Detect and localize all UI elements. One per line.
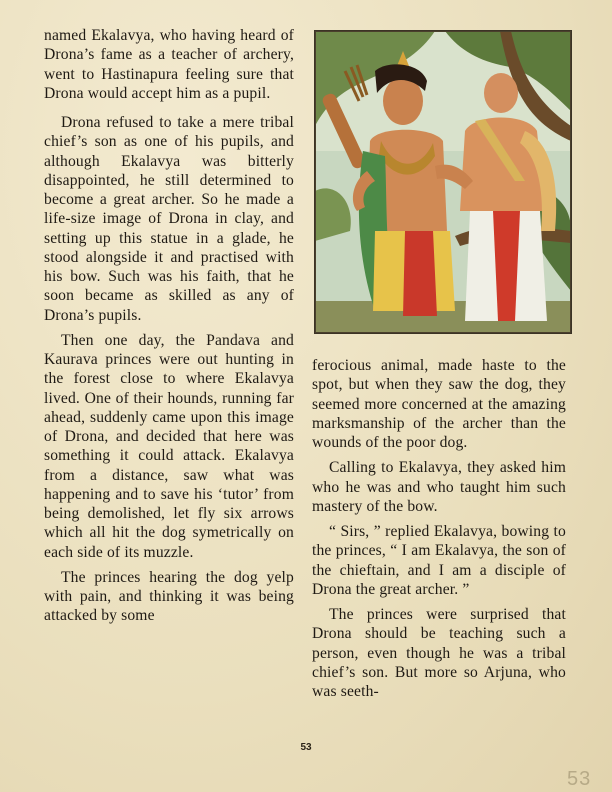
paragraph: Drona refused to take a mere tribal chief’s son as one of his pupils, and although Ekalavya was bitterly disappointed, he still determined to become a great archer. So he made a life-size image of Drona in clay, and setting up this statue in a glade, he stood alongside it and practised with his bow. Such was his faith, that he soon became as skilled as any of Drona’s pupils.: [44, 114, 294, 324]
paragraph: The princes were surprised that Drona should be teaching such a person, even though he was a tribal chief’s son. But more so Arjuna, who was seeth-: [312, 606, 566, 700]
paragraph: Calling to Ekalavya, they asked him who he was and who taught him such mastery of the bow.: [312, 459, 566, 515]
page-number: 53: [300, 742, 312, 753]
paragraph: “ Sirs, ” replied Ekalavya, bowing to the princes, “ I am Ekalavya, the son of the chieftain, and I am a disciple of Drona the great archer. ”: [312, 523, 566, 598]
paragraph: ferocious animal, made haste to the spot, but when they saw the dog, they seemed more concerned at the amazing marksmanship of the archer than the wounds of the poor dog.: [312, 357, 566, 451]
left-text-column: [44, 26, 294, 632]
paragraph: Then one day, the Pandava and Kaurava princes were out hunting in the forest close to where Ekalavya lived. One of their hounds, running far ahead, suddenly came upon this image of Drona, and decided that here was something it could attack. Ekalavya from a distance, saw what was happening and to save his ‘tutor’ from being demolished, let fly six arrows which all hit the dog symetrically on each side of its muzzle.: [44, 331, 294, 561]
right-text-column: [312, 356, 566, 707]
paragraph: The princes hearing the dog yelp with pain, and thinking it was being attacked by some: [44, 568, 294, 625]
illustration-drawing: [315, 31, 571, 333]
corner-page-mark: 53: [567, 768, 592, 790]
paragraph: named Ekalavya, who having heard of Drona’s fame as a teacher of archery, went to Hastinapura feeling sure that Drona would accept him as a pupil.: [44, 27, 294, 102]
illustration-ekalavya-and-companion: [314, 30, 572, 334]
